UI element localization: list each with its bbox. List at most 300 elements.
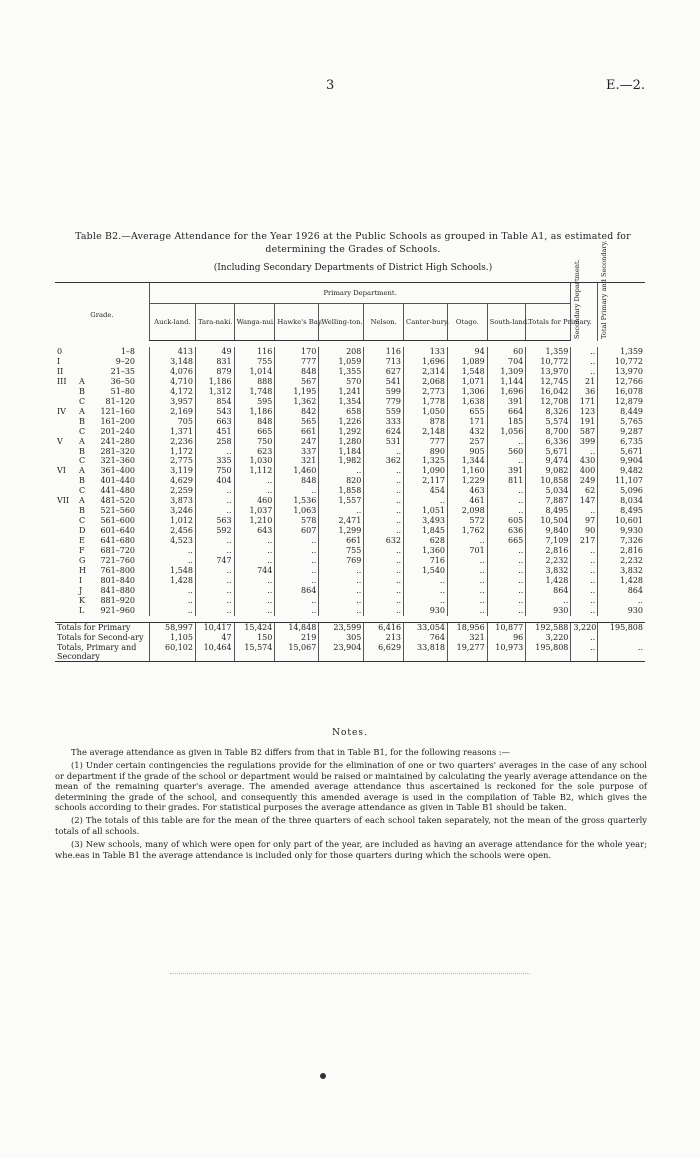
value-cell: 592 — [195, 526, 234, 536]
grade-sub: D — [79, 526, 86, 536]
value-cell: 247 — [275, 437, 319, 447]
value-cell: 1,195 — [275, 387, 319, 397]
value-cell: 2,169 — [149, 407, 195, 417]
value-cell: .. — [234, 576, 275, 586]
value-cell: 1,428 — [149, 576, 195, 586]
value-cell: 705 — [149, 417, 195, 427]
grade-roman: II — [57, 366, 64, 376]
value-cell: 1,344 — [448, 456, 488, 466]
value-cell: 10,772 — [526, 357, 571, 367]
grade-sub: A — [79, 406, 85, 416]
value-cell: 3,493 — [404, 516, 448, 526]
secondary-department-header: Secondary Department. — [571, 283, 598, 341]
value-cell: 9,474 — [526, 456, 571, 466]
value-cell: .. — [319, 606, 364, 616]
value-cell: 249 — [571, 476, 598, 486]
value-cell: 595 — [234, 397, 275, 407]
grade-range: 161–200 — [100, 416, 135, 426]
table-row — [55, 367, 645, 377]
grade-range: 241–280 — [100, 436, 135, 446]
grade-cell — [55, 596, 149, 606]
column-header: Tara-naki. — [195, 304, 234, 341]
note-paragraph: (1) Under certain contingencies the regulations provide for the elimination of one or two quarters' averages in the case of any school or department if the grade of the school or department would be raised or maintained by calculating the yearly average attendance on the mean of the remaining quarter's average. The amended average attendance thus ascertained is reckoned for the sole purpose of determining the grade of the school, and consequently this amended average is used in the compilation of Table B2, which gives the schools according to their grades. For statistical purposes the average attendance as given in Table B1 should be taken. — [55, 760, 647, 813]
grade-sub: K — [79, 595, 85, 605]
value-cell: .. — [364, 546, 404, 556]
totals-row — [55, 633, 645, 643]
value-cell: 191 — [571, 417, 598, 427]
value-cell: 1,306 — [448, 387, 488, 397]
total-value-cell: 23,599 — [319, 622, 364, 632]
value-cell: .. — [364, 586, 404, 596]
value-cell: .. — [195, 596, 234, 606]
grade-range: 9–20 — [115, 356, 135, 366]
value-cell: 4,710 — [149, 377, 195, 387]
value-cell: .. — [448, 556, 488, 566]
total-value-cell: 219 — [275, 633, 319, 643]
value-cell: .. — [275, 576, 319, 586]
value-cell: .. — [195, 486, 234, 496]
value-cell: 90 — [571, 526, 598, 536]
value-cell: .. — [234, 536, 275, 546]
value-cell: .. — [571, 367, 598, 377]
column-header: Welling-ton. — [319, 304, 364, 341]
value-cell: 170 — [275, 347, 319, 357]
grade-cell — [55, 476, 149, 486]
value-cell: 930 — [526, 606, 571, 616]
value-cell: 605 — [487, 516, 526, 526]
value-cell: 658 — [319, 407, 364, 417]
value-cell: 930 — [598, 606, 645, 616]
value-cell: .. — [487, 576, 526, 586]
value-cell: 2,816 — [598, 546, 645, 556]
value-cell: 1,210 — [234, 516, 275, 526]
grade-cell — [55, 486, 149, 496]
table-row — [55, 506, 645, 516]
value-cell: 97 — [571, 516, 598, 526]
table-row — [55, 606, 645, 616]
value-cell: 8,495 — [598, 506, 645, 516]
value-cell: .. — [234, 476, 275, 486]
value-cell: 2,148 — [404, 427, 448, 437]
value-cell: 391 — [487, 397, 526, 407]
table-row — [55, 476, 645, 486]
value-cell: 10,504 — [526, 516, 571, 526]
grade-cell — [55, 606, 149, 616]
value-cell: .. — [404, 586, 448, 596]
grade-roman: V — [57, 436, 63, 446]
grade-range: 801–840 — [100, 575, 135, 585]
total-value-cell: 3,220 — [571, 622, 598, 632]
value-cell: .. — [319, 566, 364, 576]
table-row — [55, 496, 645, 506]
value-cell: 3,873 — [149, 496, 195, 506]
value-cell: 663 — [195, 417, 234, 427]
value-cell: 10,601 — [598, 516, 645, 526]
value-cell: .. — [364, 596, 404, 606]
value-cell: 3,119 — [149, 466, 195, 476]
value-cell: .. — [404, 496, 448, 506]
value-cell: 451 — [195, 427, 234, 437]
value-cell: 1,762 — [448, 526, 488, 536]
value-cell: 4,523 — [149, 536, 195, 546]
value-cell: .. — [319, 466, 364, 476]
value-cell: .. — [319, 596, 364, 606]
total-value-cell: 47 — [195, 633, 234, 643]
value-cell: 4,172 — [149, 387, 195, 397]
value-cell: 930 — [404, 606, 448, 616]
grade-sub: C — [79, 396, 86, 406]
value-cell: .. — [319, 506, 364, 516]
value-cell: 2,456 — [149, 526, 195, 536]
value-cell: 1,186 — [195, 377, 234, 387]
grade-cell — [55, 576, 149, 586]
value-cell: 565 — [275, 417, 319, 427]
total-value-cell: 195,808 — [526, 643, 571, 662]
value-cell: 848 — [275, 476, 319, 486]
value-cell: .. — [571, 566, 598, 576]
table-row — [55, 486, 645, 496]
value-cell: .. — [487, 596, 526, 606]
value-cell: 2,236 — [149, 437, 195, 447]
value-cell: 399 — [571, 437, 598, 447]
value-cell: .. — [364, 566, 404, 576]
grade-sub: A — [79, 496, 85, 506]
grade-sub: B — [79, 416, 85, 426]
value-cell: 2,775 — [149, 456, 195, 466]
value-cell: 1,355 — [319, 367, 364, 377]
value-cell: 185 — [487, 417, 526, 427]
total-value-cell: 150 — [234, 633, 275, 643]
grade-range: 21–35 — [110, 366, 135, 376]
total-value-cell: 33,818 — [404, 643, 448, 662]
value-cell: 905 — [448, 447, 488, 457]
value-cell: 60 — [487, 347, 526, 357]
value-cell: .. — [195, 606, 234, 616]
value-cell: .. — [234, 596, 275, 606]
total-value-cell: 1,105 — [149, 633, 195, 643]
grade-range: 521–560 — [100, 506, 135, 516]
grade-sub: B — [79, 476, 85, 486]
table-row — [55, 387, 645, 397]
value-cell: 362 — [364, 456, 404, 466]
grade-cell — [55, 556, 149, 566]
grade-range: 51–80 — [110, 386, 135, 396]
value-cell: .. — [234, 606, 275, 616]
value-cell: 1,299 — [319, 526, 364, 536]
value-cell: 1,354 — [319, 397, 364, 407]
table-row — [55, 427, 645, 437]
grade-range: 481–520 — [100, 496, 135, 506]
value-cell: 1,360 — [404, 546, 448, 556]
total-value-cell: 33,054 — [404, 622, 448, 632]
value-cell: 704 — [487, 357, 526, 367]
value-cell: 1,056 — [487, 427, 526, 437]
value-cell: .. — [487, 456, 526, 466]
grade-roman: 0 — [57, 347, 63, 356]
value-cell: 627 — [364, 367, 404, 377]
value-cell: .. — [487, 586, 526, 596]
grade-roman: I — [57, 356, 61, 366]
grade-sub: C — [79, 516, 86, 526]
value-cell: 1,696 — [487, 387, 526, 397]
value-cell: .. — [364, 476, 404, 486]
total-value-cell: 14,848 — [275, 622, 319, 632]
value-cell: 541 — [364, 377, 404, 387]
value-cell: 878 — [404, 417, 448, 427]
value-cell: 257 — [448, 437, 488, 447]
value-cell: 10,858 — [526, 476, 571, 486]
value-cell: 1,845 — [404, 526, 448, 536]
value-cell: 1,059 — [319, 357, 364, 367]
value-cell: 755 — [319, 546, 364, 556]
total-value-cell: 3,220 — [526, 633, 571, 643]
grade-sub: A — [79, 376, 85, 386]
total-value-cell: 6,629 — [364, 643, 404, 662]
value-cell: 62 — [571, 486, 598, 496]
value-cell: 1,371 — [149, 427, 195, 437]
grade-range: 441–480 — [100, 486, 135, 496]
table-row — [55, 566, 645, 576]
grade-cell — [55, 427, 149, 437]
value-cell: .. — [448, 536, 488, 546]
value-cell: 1,312 — [195, 387, 234, 397]
value-cell: 1,359 — [598, 347, 645, 357]
value-cell: 116 — [364, 347, 404, 357]
grade-range: 681–720 — [100, 546, 135, 556]
total-value-cell: 195,808 — [598, 622, 645, 632]
value-cell: 755 — [234, 357, 275, 367]
value-cell: 890 — [404, 447, 448, 457]
value-cell: 12,766 — [598, 377, 645, 387]
grade-sub: H — [79, 565, 86, 575]
table-row — [55, 596, 645, 606]
value-cell: 6,735 — [598, 437, 645, 447]
note-paragraph: (2) The totals of this table are for the mean of the three quarters of each school taken separately, not the mean of the gross quarterly totals of all schools. — [55, 815, 647, 836]
table-row — [55, 516, 645, 526]
value-cell: 2,471 — [319, 516, 364, 526]
total-value-cell: 192,588 — [526, 622, 571, 632]
table-row — [55, 456, 645, 466]
total-value-cell: 23,904 — [319, 643, 364, 662]
value-cell: .. — [195, 566, 234, 576]
value-cell: 2,314 — [404, 367, 448, 377]
total-value-cell: 10,417 — [195, 622, 234, 632]
value-cell: 1,229 — [448, 476, 488, 486]
value-cell: 7,326 — [598, 536, 645, 546]
value-cell: 1,160 — [448, 466, 488, 476]
value-cell: 400 — [571, 466, 598, 476]
value-cell: 1,548 — [448, 367, 488, 377]
grade-range: 121–160 — [100, 406, 135, 416]
total-value-cell: 15,574 — [234, 643, 275, 662]
value-cell: 9,082 — [526, 466, 571, 476]
grade-range: 561–600 — [100, 516, 135, 526]
value-cell: 1,982 — [319, 456, 364, 466]
table-row — [55, 397, 645, 407]
grade-range: 361–400 — [100, 466, 135, 476]
value-cell: 623 — [234, 447, 275, 457]
value-cell: 430 — [571, 456, 598, 466]
value-cell: .. — [571, 576, 598, 586]
value-cell: .. — [571, 596, 598, 606]
total-value-cell: 213 — [364, 633, 404, 643]
grade-sub: A — [79, 466, 85, 476]
grade-cell — [55, 407, 149, 417]
value-cell: 5,574 — [526, 417, 571, 427]
value-cell: 716 — [404, 556, 448, 566]
value-cell: 854 — [195, 397, 234, 407]
value-cell: 1,012 — [149, 516, 195, 526]
value-cell: 404 — [195, 476, 234, 486]
value-cell: .. — [195, 586, 234, 596]
value-cell: 1,460 — [275, 466, 319, 476]
value-cell: 133 — [404, 347, 448, 357]
value-cell: 820 — [319, 476, 364, 486]
grade-cell — [55, 516, 149, 526]
value-cell: 4,629 — [149, 476, 195, 486]
value-cell: 171 — [571, 397, 598, 407]
value-cell: 701 — [448, 546, 488, 556]
grade-sub: L — [79, 605, 85, 615]
grade-range: 761–800 — [100, 565, 135, 575]
value-cell: 661 — [275, 427, 319, 437]
total-value-cell — [598, 633, 645, 643]
value-cell: 1,292 — [319, 427, 364, 437]
value-cell: .. — [364, 486, 404, 496]
value-cell: 643 — [234, 526, 275, 536]
value-cell: 123 — [571, 407, 598, 417]
totals-label: Totals, Primary and Secondary — [55, 643, 149, 662]
value-cell: 36 — [571, 387, 598, 397]
grade-cell — [55, 496, 149, 506]
table-row — [55, 546, 645, 556]
value-cell: 11,107 — [598, 476, 645, 486]
grade-range: 401–440 — [100, 476, 135, 486]
total-value-cell: 10,877 — [487, 622, 526, 632]
value-cell: .. — [364, 466, 404, 476]
value-cell: 1,548 — [149, 566, 195, 576]
grade-cell — [55, 367, 149, 377]
grade-cell — [55, 347, 149, 357]
value-cell: .. — [319, 576, 364, 586]
value-cell: 624 — [364, 427, 404, 437]
total-value-cell: 18,956 — [448, 622, 488, 632]
table-row — [55, 447, 645, 457]
total-value-cell: 6,416 — [364, 622, 404, 632]
value-cell: .. — [149, 546, 195, 556]
value-cell: 864 — [526, 586, 571, 596]
total-value-cell: 764 — [404, 633, 448, 643]
value-cell: 5,034 — [526, 486, 571, 496]
value-cell: .. — [149, 596, 195, 606]
value-cell: 1,050 — [404, 407, 448, 417]
grade-cell — [55, 506, 149, 516]
value-cell: 1,428 — [598, 576, 645, 586]
grade-cell — [55, 566, 149, 576]
grade-roman: III — [57, 376, 67, 386]
grade-range: 321–360 — [100, 456, 135, 466]
value-cell: 94 — [448, 347, 488, 357]
value-cell: .. — [364, 526, 404, 536]
column-header: Wanga-nui. — [234, 304, 275, 341]
value-cell: 4,076 — [149, 367, 195, 377]
value-cell: 8,034 — [598, 496, 645, 506]
value-cell: .. — [448, 576, 488, 586]
value-cell: .. — [195, 447, 234, 457]
value-cell: 9,904 — [598, 456, 645, 466]
grade-range: 1–8 — [120, 347, 135, 356]
column-header: Nelson. — [364, 304, 404, 341]
value-cell: 864 — [598, 586, 645, 596]
value-cell: 3,246 — [149, 506, 195, 516]
value-cell: 831 — [195, 357, 234, 367]
value-cell: 12,879 — [598, 397, 645, 407]
grade-sub: C — [79, 486, 86, 496]
value-cell: 454 — [404, 486, 448, 496]
value-cell: 2,098 — [448, 506, 488, 516]
grade-sub: C — [79, 426, 86, 436]
value-cell: 1,557 — [319, 496, 364, 506]
grade-sub: B — [79, 446, 85, 456]
value-cell: 1,144 — [487, 377, 526, 387]
grade-cell — [55, 546, 149, 556]
table-row — [55, 417, 645, 427]
page-code: E.—2. — [606, 78, 646, 93]
grade-cell — [55, 417, 149, 427]
value-cell: 1,071 — [448, 377, 488, 387]
value-cell: 543 — [195, 407, 234, 417]
value-cell: 1,309 — [487, 367, 526, 377]
value-cell: 1,696 — [404, 357, 448, 367]
value-cell: 8,495 — [526, 506, 571, 516]
value-cell: 461 — [448, 496, 488, 506]
grade-cell — [55, 466, 149, 476]
grade-range: 36–50 — [110, 376, 135, 386]
total-value-cell: 321 — [448, 633, 488, 643]
value-cell: 333 — [364, 417, 404, 427]
value-cell: .. — [275, 596, 319, 606]
total-value-cell: 15,067 — [275, 643, 319, 662]
grade-cell — [55, 456, 149, 466]
value-cell: .. — [319, 586, 364, 596]
total-value-cell: 305 — [319, 633, 364, 643]
value-cell: .. — [487, 506, 526, 516]
value-cell: 258 — [195, 437, 234, 447]
value-cell: .. — [404, 596, 448, 606]
value-cell: 9,840 — [526, 526, 571, 536]
value-cell: .. — [364, 556, 404, 566]
grade-cell — [55, 437, 149, 447]
value-cell: 9,930 — [598, 526, 645, 536]
table-row — [55, 357, 645, 367]
value-cell: .. — [526, 596, 571, 606]
column-header: South-land. — [487, 304, 526, 341]
value-cell: 750 — [234, 437, 275, 447]
value-cell: 713 — [364, 357, 404, 367]
value-cell: 9,287 — [598, 427, 645, 437]
value-cell: 12,708 — [526, 397, 571, 407]
total-header: Total Primary and Secondary. — [598, 283, 645, 341]
total-value-cell: 19,277 — [448, 643, 488, 662]
value-cell: 335 — [195, 456, 234, 466]
value-cell: 777 — [404, 437, 448, 447]
grade-range: 921–960 — [100, 605, 135, 615]
total-value-cell: .. — [598, 643, 645, 662]
value-cell: 13,970 — [526, 367, 571, 377]
value-cell: 5,096 — [598, 486, 645, 496]
grade-cell — [55, 377, 149, 387]
value-cell: .. — [487, 606, 526, 616]
